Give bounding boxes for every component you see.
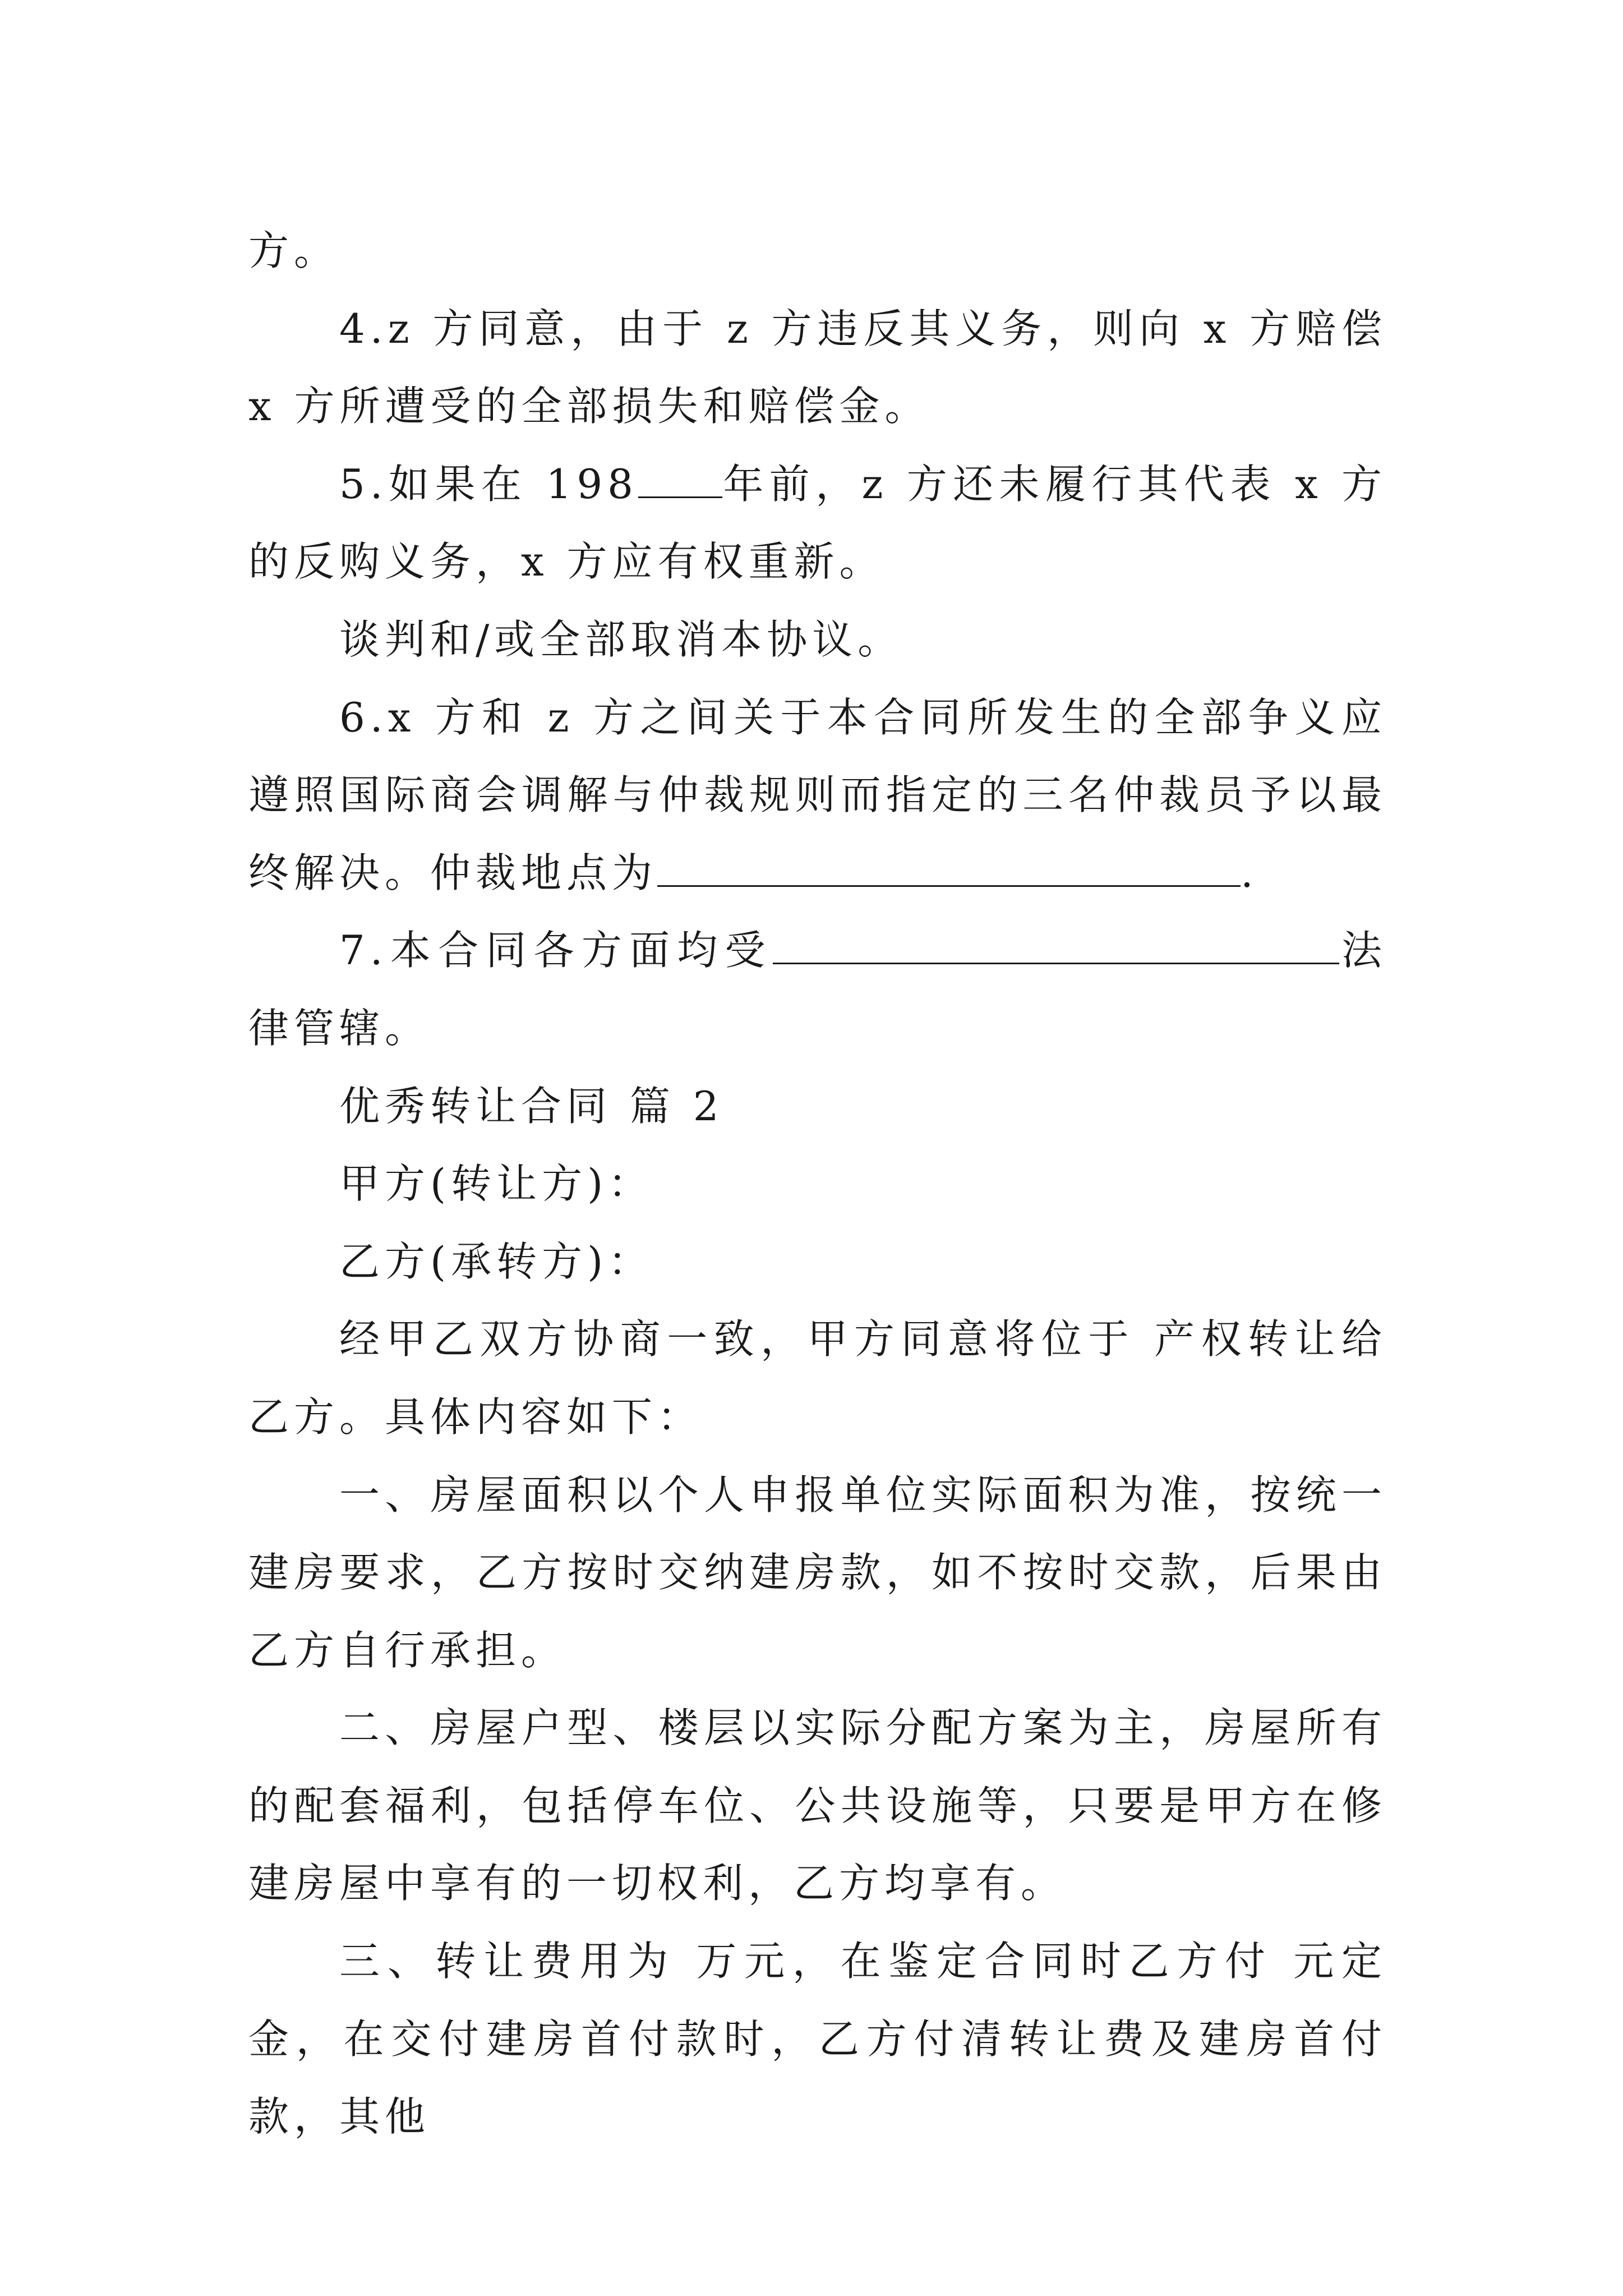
paragraph-text: 三、转让费用为 万元，在鉴定合同时乙方付 元定金，在交付建房首付款时，乙方付清转让费及建房首付款，其他 <box>248 1938 1387 2141</box>
party-b-line <box>248 1223 1387 1301</box>
fill-in-blank <box>657 850 1241 887</box>
paragraph-text: 经甲乙双方协商一致，甲方同意将位于 产权转让给乙方。具体内容如下： <box>248 1315 1387 1441</box>
paragraph-text: 5.如果在 198 <box>339 460 638 508</box>
paragraph-text: 4.z 方同意，由于 z 方违反其义务，则向 x 方赔偿 x 方所遭受的全部损失和赔偿金。 <box>248 305 1387 430</box>
clause-6 <box>248 679 1387 912</box>
section-heading <box>248 1068 1387 1145</box>
paragraph-text: 乙方(承转方)： <box>339 1237 654 1285</box>
paragraph-text: 二、房屋户型、楼层以实际分配方案为主，房屋所有的配套福利，包括停车位、公共设施等，只要是甲方在修建房屋中享有的一切权利，乙方均享有。 <box>248 1704 1387 1907</box>
paragraph-text: . <box>1241 849 1258 896</box>
paragraph-text: 甲方(转让方)： <box>339 1160 654 1208</box>
article-2 <box>248 1689 1387 1922</box>
document-body <box>248 212 1387 2156</box>
clause-4 <box>248 290 1387 445</box>
clause-5-continuation <box>248 601 1387 679</box>
paragraph-text: 6.x 方和 z 方之间关于本合同所发生的全部争义应遵照国际商会调解与仲裁规则而指定的三名仲裁员予以最终解决。仲裁地点为 <box>248 693 1387 896</box>
intro-paragraph <box>248 1300 1387 1456</box>
fill-in-blank <box>773 928 1339 964</box>
paragraph-text: 7.本合同各方面均受 <box>339 927 773 974</box>
clause-7 <box>248 912 1387 1067</box>
article-1 <box>248 1456 1387 1690</box>
clause-5 <box>248 445 1387 601</box>
paragraph-text: 法律管辖。 <box>248 927 1387 1052</box>
fill-in-blank <box>638 462 722 498</box>
paragraph-continuation <box>248 212 1387 290</box>
party-a-line <box>248 1145 1387 1223</box>
article-3 <box>248 1922 1387 2156</box>
paragraph-text: 方。 <box>248 227 340 274</box>
paragraph-text: 一、房屋面积以个人申报单位实际面积为准，按统一建房要求，乙方按时交纳建房款，如不按时交款，后果由乙方自行承担。 <box>248 1471 1387 1674</box>
paragraph-text: 年前，z 方还未履行其代表 x 方的反购义务，x 方应有权重新。 <box>248 460 1387 586</box>
paragraph-text: 优秀转让合同 篇 2 <box>339 1082 724 1130</box>
paragraph-text: 谈判和/或全部取消本协议。 <box>339 615 903 663</box>
